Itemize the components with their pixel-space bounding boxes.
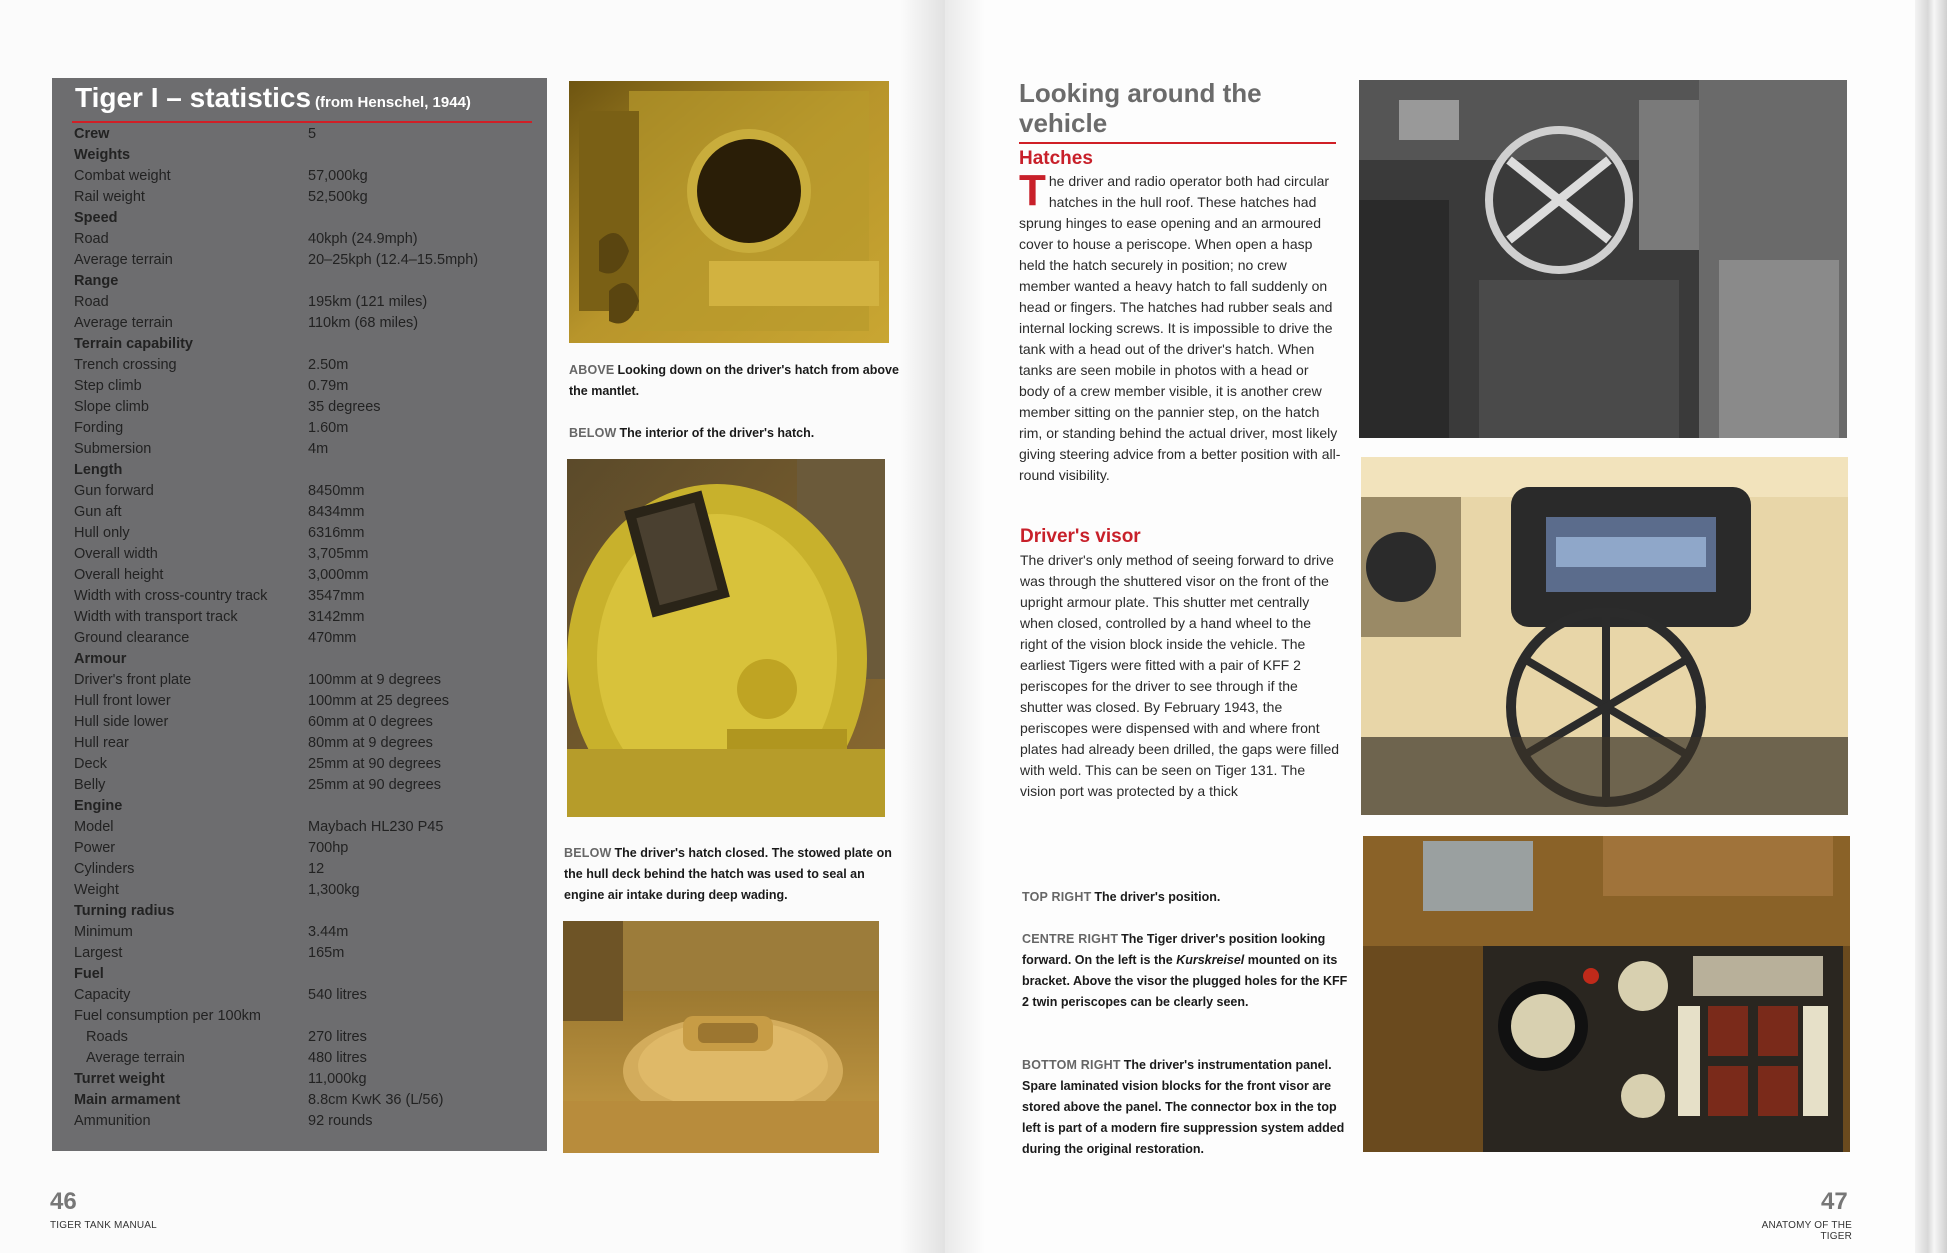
stat-row: [72, 859, 532, 880]
stat-value: 3547mm: [308, 588, 365, 604]
stat-value: 3142mm: [308, 609, 365, 625]
caption-top-right: [1022, 887, 1352, 908]
hatches-body: [1019, 166, 1341, 486]
caption-above-tag: ABOVE: [569, 363, 615, 377]
stat-row: [72, 166, 532, 187]
stats-table: [72, 124, 532, 1132]
stat-label: Engine: [74, 798, 123, 814]
stat-label: Gun aft: [74, 504, 122, 520]
stat-row: [72, 544, 532, 565]
stat-row: [72, 733, 532, 754]
caption-below-2-tag: BELOW: [564, 846, 612, 860]
caption-below-2-text: The driver's hatch closed. The stowed plate on the hull deck behind the hatch was used to seal an engine air intake during deep wading.: [564, 846, 892, 902]
stat-label: Step climb: [74, 378, 142, 394]
stat-row: [72, 670, 532, 691]
caption-below-1-text: The interior of the driver's hatch.: [619, 426, 815, 440]
stat-row: [72, 964, 532, 985]
stat-label: Armour: [74, 651, 127, 667]
stat-row: [72, 397, 532, 418]
stat-label: Belly: [74, 777, 106, 793]
stat-row: [72, 376, 532, 397]
stat-row: [72, 880, 532, 901]
stat-label: Overall height: [74, 567, 164, 583]
photo-driver-hatch-interior: [567, 459, 885, 817]
stat-row: [72, 229, 532, 250]
stat-row: [72, 145, 532, 166]
page-footer-right: ANATOMY OF THE TIGER: [1761, 1220, 1852, 1242]
stat-value: Maybach HL230 P45: [308, 819, 444, 835]
stat-row: [72, 271, 532, 292]
stat-label: Minimum: [74, 924, 133, 940]
stat-value: 540 litres: [308, 987, 367, 1003]
stat-row: [72, 565, 532, 586]
stat-label: Combat weight: [74, 168, 171, 184]
stat-value: 8434mm: [308, 504, 365, 520]
stat-value: 3.44m: [308, 924, 349, 940]
caption-bottom-right: [1022, 1055, 1352, 1160]
page-footer-left: TIGER TANK MANUAL: [50, 1220, 157, 1231]
stat-row: [72, 796, 532, 817]
stat-value: 25mm at 90 degrees: [308, 777, 441, 793]
stat-label: Width with transport track: [74, 609, 238, 625]
stat-value: 3,705mm: [308, 546, 369, 562]
stat-label: Weights: [74, 147, 131, 163]
caption-top-right-tag: TOP RIGHT: [1022, 890, 1092, 904]
photo-driver-position: [1359, 80, 1847, 438]
stat-value: 11,000kg: [308, 1071, 367, 1087]
stat-value: 100mm at 9 degrees: [308, 672, 441, 688]
stat-row: [72, 124, 532, 145]
stat-value: 80mm at 9 degrees: [308, 735, 433, 751]
stats-title-rule: [72, 121, 532, 123]
photo-instrument-panel: [1363, 836, 1850, 1152]
stat-label: Hull only: [74, 525, 130, 541]
stat-row: [72, 607, 532, 628]
stat-label: Model: [74, 819, 114, 835]
stat-label: Width with cross-country track: [74, 588, 268, 604]
caption-above: [569, 360, 899, 402]
stat-label: Main armament: [74, 1092, 181, 1108]
stat-label: Rail weight: [74, 189, 145, 205]
stat-value: 0.79m: [308, 378, 349, 394]
caption-centre-right: [1022, 929, 1352, 1013]
stat-label: Deck: [74, 756, 108, 772]
stat-row: [72, 313, 532, 334]
visor-heading: Driver's visor: [1020, 526, 1141, 547]
stat-label: Fuel consumption per 100km: [74, 1008, 261, 1024]
stat-row: [72, 208, 532, 229]
stat-label: Road: [74, 231, 109, 247]
stat-row: [72, 817, 532, 838]
stat-value: 92 rounds: [308, 1113, 373, 1129]
stats-title: Tiger I – statistics (from Henschel, 1944): [75, 82, 471, 113]
stat-row: [72, 922, 532, 943]
caption-below-2: [564, 843, 894, 906]
stat-label: Ground clearance: [74, 630, 190, 646]
stat-label: Crew: [74, 126, 110, 142]
stat-row: [72, 1111, 532, 1132]
stat-row: [72, 1027, 532, 1048]
stat-label: Terrain capability: [74, 336, 193, 352]
stat-label: Driver's front plate: [74, 672, 192, 688]
stat-value: 12: [308, 861, 325, 877]
caption-below-1: [569, 423, 899, 444]
page-number-left: 46: [50, 1188, 77, 1215]
stat-value: 270 litres: [308, 1029, 367, 1045]
caption-centre-right-text-b: mounted on its bracket. Above the visor the plugged holes for the KFF 2 twin periscopes can be clearly seen.: [1022, 953, 1348, 1009]
caption-bottom-right-text: The driver's instrumentation panel. Spare laminated vision blocks for the front visor are stored above the panel. The connector box in the top left is part of a modern fire suppression system added during the original restoration.: [1022, 1058, 1345, 1156]
stat-value: 40kph (24.9mph): [308, 231, 418, 247]
hatches-heading: Hatches: [1019, 148, 1093, 169]
stat-label: Hull side lower: [74, 714, 169, 730]
stat-row: [72, 250, 532, 271]
stat-label: Speed: [74, 210, 118, 226]
hatches-body-text: he driver and radio operator both had circular hatches in the hull roof. These hatches had sprung hinges to ease opening and an armoured cover to house a periscope. When open a hasp held the hatch securely in position; no crew member wanted a heavy hatch to fall suddenly on head or fingers. The hatches had rubber seals and internal locking screws. It is impossible to drive the tank with a head out of the driver's hatch. When tanks are seen mobile in photos with a head or body of a crew member visible, it is another crew member sitting on the pannier step, on the hatch rim, or standing behind the actual driver, most likely giving steering advice from a better position with all-round visibility.: [1019, 173, 1341, 483]
stat-value: 3,000mm: [308, 567, 369, 583]
stat-label: Weight: [74, 882, 119, 898]
stat-value: 165m: [308, 945, 345, 961]
stat-value: 700hp: [308, 840, 349, 856]
caption-below-1-tag: BELOW: [569, 426, 617, 440]
stat-row: [72, 439, 532, 460]
stat-label: Average terrain: [74, 315, 173, 331]
visor-body: The driver's only method of seeing forward to drive was through the shuttered visor on the front of the upright armour plate. This shutter met centrally when closed, controlled by a hand wheel to the right of the vision block inside the vehicle. The earliest Tigers were fitted with a pair of KFF 2 periscopes for the driver to see through if the shutter was closed. By February 1943, the periscopes were dispensed with and where front plates had already been drilled, the gaps were filled with weld. This can be seen on Tiger 131. The vision port was protected by a thick: [1020, 552, 1340, 799]
stat-row: [72, 712, 532, 733]
stat-value: 195km (121 miles): [308, 294, 428, 310]
stat-row: [72, 1069, 532, 1090]
caption-top-right-text: The driver's position.: [1094, 890, 1221, 904]
stat-label: Fuel: [74, 966, 104, 982]
dropcap: T: [1019, 166, 1046, 215]
caption-centre-right-text-a: The Tiger driver's position looking forward. On the left is the: [1022, 932, 1326, 967]
stat-row: [72, 649, 532, 670]
stats-subtitle: (from Henschel, 1944): [315, 94, 471, 111]
stat-value: 25mm at 90 degrees: [308, 756, 441, 772]
page-edge-strip: [1915, 0, 1947, 1253]
caption-above-text: Looking down on the driver's hatch from above the mantlet.: [569, 363, 899, 398]
stat-label: Length: [74, 462, 123, 478]
stat-label: Submersion: [74, 441, 152, 457]
stat-value: 20–25kph (12.4–15.5mph): [308, 252, 479, 268]
stat-row: [72, 481, 532, 502]
stat-row: [72, 943, 532, 964]
stat-value: 480 litres: [308, 1050, 367, 1066]
caption-bottom-right-tag: BOTTOM RIGHT: [1022, 1058, 1121, 1072]
stat-label: Hull rear: [74, 735, 129, 751]
stat-value: 110km (68 miles): [308, 315, 419, 331]
stat-row: [72, 355, 532, 376]
stat-row: [72, 985, 532, 1006]
stat-label: Range: [74, 273, 119, 289]
stat-label: Trench crossing: [74, 357, 177, 373]
gutter-shadow-right: [945, 0, 985, 1253]
stat-label: Turning radius: [74, 903, 175, 919]
stat-label: Capacity: [74, 987, 131, 1003]
stat-value: 57,000kg: [308, 168, 368, 184]
stat-label: Largest: [74, 945, 123, 961]
stat-value: 8450mm: [308, 483, 365, 499]
stat-row: [72, 292, 532, 313]
gutter-shadow: [900, 0, 945, 1253]
stat-row: [72, 1090, 532, 1111]
stat-value: 4m: [308, 441, 329, 457]
stat-value: 35 degrees: [308, 399, 381, 415]
stat-value: 470mm: [308, 630, 357, 646]
stat-value: 52,500kg: [308, 189, 368, 205]
stat-row: [72, 901, 532, 922]
stat-value: 1,300kg: [308, 882, 360, 898]
stat-label: Cylinders: [74, 861, 135, 877]
stat-value: 5: [308, 126, 317, 142]
stat-row: [72, 187, 532, 208]
stat-row: [72, 460, 532, 481]
stat-row: [72, 775, 532, 796]
stat-label: Power: [74, 840, 116, 856]
stat-value: 2.50m: [308, 357, 349, 373]
photo-driver-hatch-closed: [563, 921, 879, 1153]
stat-label: Road: [74, 294, 109, 310]
stat-label: Roads: [86, 1029, 128, 1045]
stat-row: [72, 691, 532, 712]
stat-row: [72, 334, 532, 355]
stat-label: Average terrain: [74, 252, 173, 268]
stat-label: Turret weight: [74, 1071, 165, 1087]
stat-row: [72, 418, 532, 439]
stat-row: [72, 1006, 532, 1027]
photo-driver-hatch-above: [569, 81, 889, 343]
stat-row: [72, 502, 532, 523]
stat-row: [72, 586, 532, 607]
stat-row: [72, 523, 532, 544]
stat-value: 6316mm: [308, 525, 365, 541]
stat-label: Gun forward: [74, 483, 154, 499]
stat-label: Fording: [74, 420, 124, 436]
stat-value: 1.60m: [308, 420, 349, 436]
photo-driver-visor: [1361, 457, 1848, 815]
stat-label: Ammunition: [74, 1113, 151, 1129]
stat-value: 8.8cm KwK 36 (L/56): [308, 1092, 444, 1108]
stat-label: Slope climb: [74, 399, 149, 415]
stat-label: Average terrain: [86, 1050, 185, 1066]
stat-value: 60mm at 0 degrees: [308, 714, 433, 730]
section-title-rule: [1019, 142, 1336, 144]
caption-centre-right-italic: Kurskreisel: [1176, 953, 1245, 967]
caption-centre-right-tag: CENTRE RIGHT: [1022, 932, 1119, 946]
stat-label: Overall width: [74, 546, 158, 562]
stat-value: 100mm at 25 degrees: [308, 693, 450, 709]
stat-row: [72, 754, 532, 775]
stat-label: Hull front lower: [74, 693, 171, 709]
stat-row: [72, 628, 532, 649]
stat-row: [72, 838, 532, 859]
page-number-right: 47: [1821, 1188, 1848, 1215]
section-title: Looking around the vehicle: [1019, 78, 1262, 138]
stat-row: [72, 1048, 532, 1069]
